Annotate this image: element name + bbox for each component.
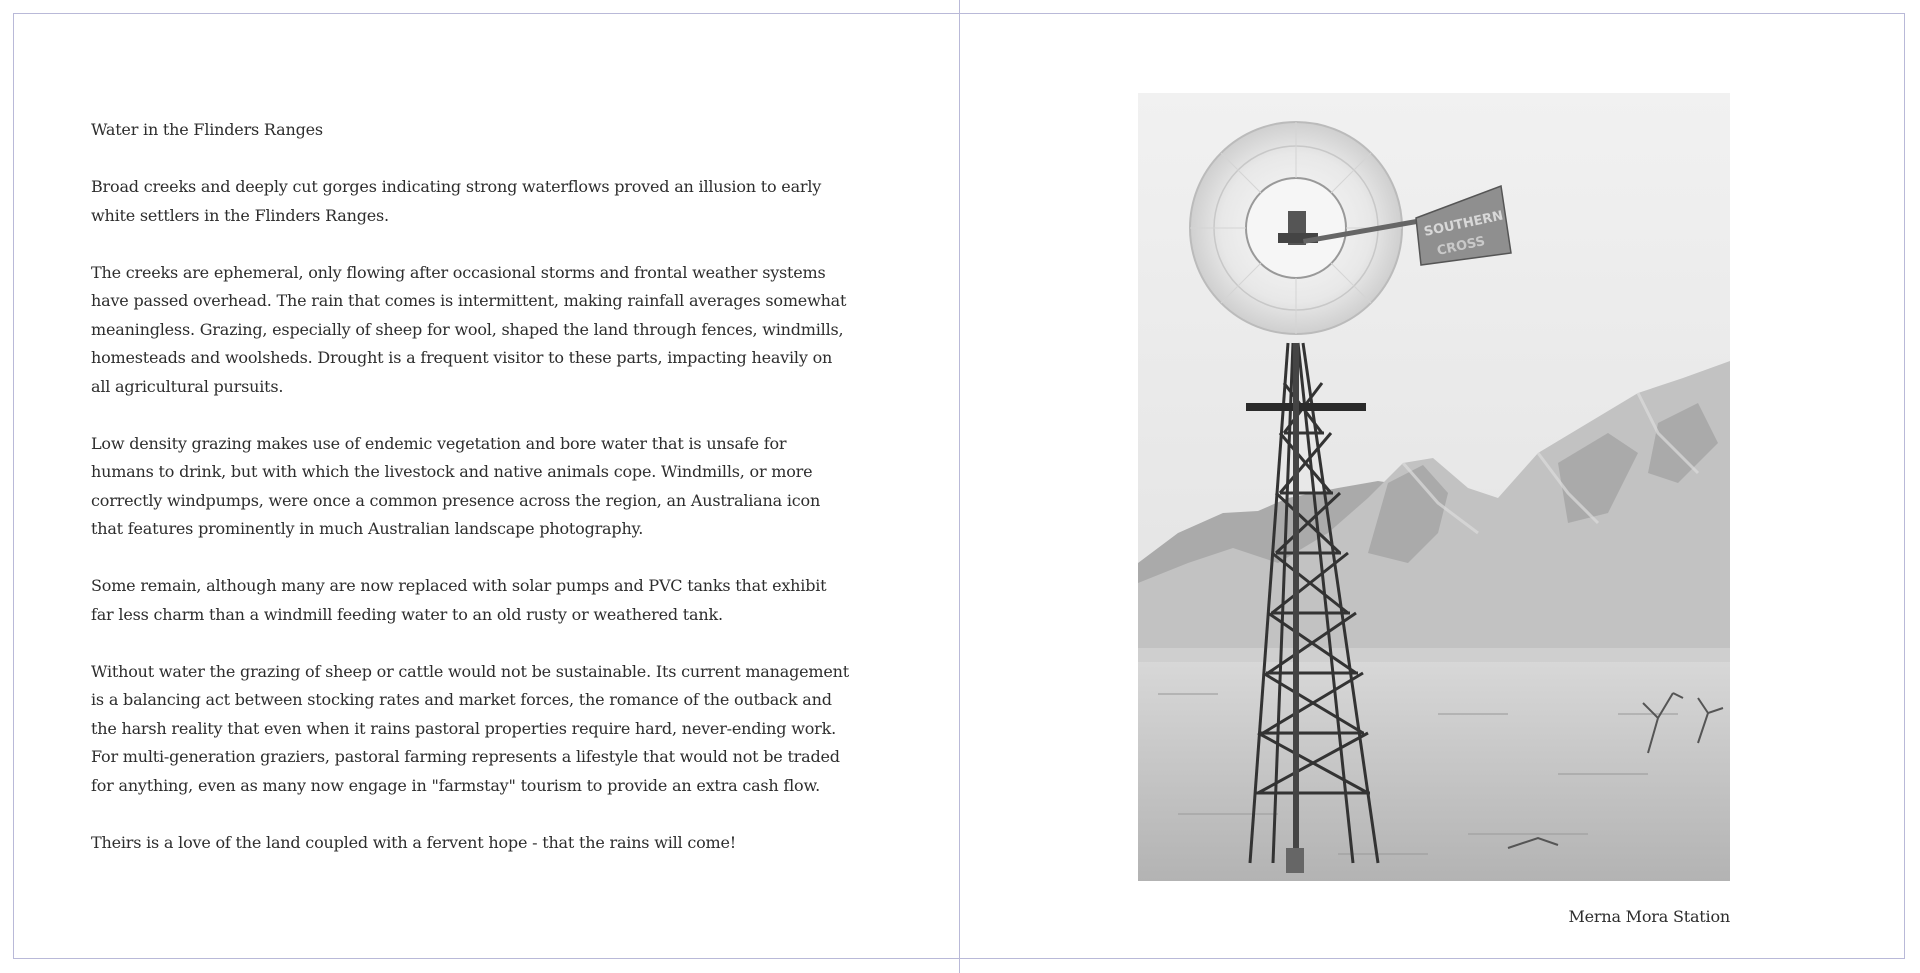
page-gutter	[959, 0, 960, 973]
paragraph-2: The creeks are ephemeral, only flowing after occasional storms and frontal weather systems have passed overhead. The rain that comes is intermittent, making rainfall averages somewhat meaningless. Grazing, especially of sheep for wool, shaped the land through fences, windmills, homesteads and woolsheds. Drought is a frequent visitor to these parts, impacting heavily on all agricultural pursuits.	[91, 262, 847, 396]
windmill-photo	[1138, 93, 1730, 881]
pump-rod	[1293, 343, 1299, 863]
photo-caption: Merna Mora Station	[1568, 907, 1730, 926]
vane-text-line-1: SOUTHERN	[1422, 208, 1505, 240]
base-block	[1286, 848, 1304, 873]
article-title: Water in the Flinders Ranges	[91, 120, 323, 139]
tower-platform	[1246, 403, 1366, 411]
left-page-text	[91, 116, 851, 886]
vane-text-line-2: CROSS	[1435, 234, 1487, 259]
paragraph-6: Theirs is a love of the land coupled with a fervent hope - that the rains will come!	[91, 832, 736, 852]
paragraph-1: Broad creeks and deeply cut gorges indicating strong waterflows proved an illusion to early white settlers in the Flinders Ranges.	[91, 177, 822, 225]
paragraph-5: Without water the grazing of sheep or cattle would not be sustainable. Its current management is a balancing act between stocking rates and market forces, the romance of the outback and the harsh reality that even when it rains pastoral properties require hard, never-ending work. For multi-generation graziers, pastoral farming represents a lifestyle that would not be traded for anything, even as many now engage in "farmstay" tourism to provide an extra cash flow.	[91, 661, 849, 795]
paragraph-3: Low density grazing makes use of endemic vegetation and bore water that is unsafe for humans to drink, but with which the livestock and native animals cope. Windmills, or more correctly windpumps, were once a common presence across the region, an Australiana icon that features prominently in much Australian landscape photography.	[91, 433, 821, 538]
paragraph-4: Some remain, although many are now replaced with solar pumps and PVC tanks that exhibit far less charm than a windmill feeding water to an old rusty or weathered tank.	[91, 576, 827, 624]
